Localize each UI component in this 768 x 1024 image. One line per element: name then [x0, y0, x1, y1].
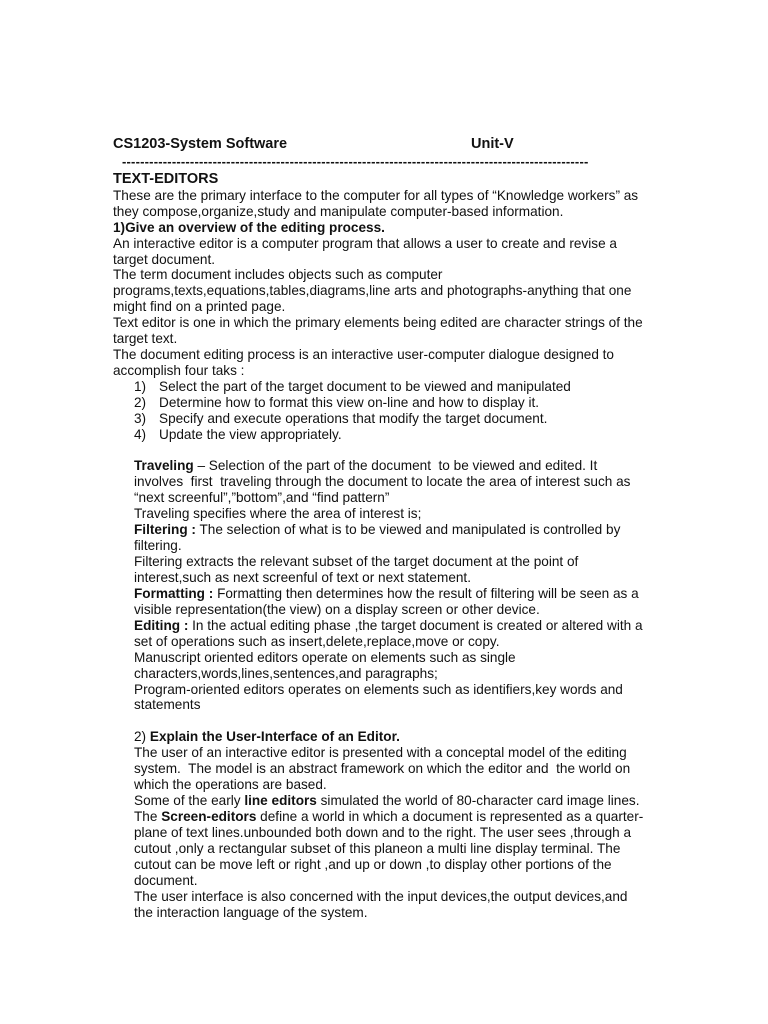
q2-para1-line3: which the operations are based.	[134, 777, 327, 792]
q2-para2-line1	[134, 793, 639, 809]
q1-para2-line1: The term document includes objects such as computer	[113, 267, 443, 282]
list-item-text: Specify and execute operations that modify the target document.	[159, 411, 548, 426]
q1-para2-line2: programs,texts,equations,tables,diagrams,line arts and photographs-anything that one	[113, 283, 632, 298]
question-2-text: Explain the User-Interface of an Editor.	[149, 729, 400, 744]
editing-line1	[134, 618, 643, 634]
screen-editors-term: Screen-editors	[161, 809, 257, 824]
traveling-text: – Selection of the part of the document to be viewed and edited. It	[193, 458, 598, 473]
q2-para1-line2: system. The model is an abstract framework on which the editor and the world on	[134, 761, 631, 776]
editing-line5: Program-oriented editors operates on elements such as identifiers,key words and	[134, 682, 623, 697]
list-item	[134, 379, 571, 395]
editing-term: Editing :	[134, 618, 189, 633]
question-2-number: 2)	[134, 729, 150, 744]
traveling-line4: Traveling specifies where the area of interest is;	[134, 506, 422, 521]
header-rule: -------------------------------------------------------------------------------------------------------	[122, 154, 589, 169]
traveling-line2: involves first traveling through the document to locate the area of interest such as	[134, 474, 631, 489]
q2-para3-line5: document.	[134, 873, 198, 888]
unit-label: Unit-V	[471, 136, 514, 152]
q1-para3-line2: target text.	[113, 331, 178, 346]
formatting-term: Formatting :	[134, 586, 214, 601]
q1-para4-line1: The document editing process is an interactive user-computer dialogue designed to	[113, 347, 614, 362]
filtering-term: Filtering :	[134, 522, 196, 537]
list-item-number: 2)	[134, 395, 147, 410]
q2-para3-pre: The	[134, 809, 162, 824]
q1-para4-line2: accomplish four taks :	[113, 363, 245, 378]
editing-line2: set of operations such as insert,delete,replace,move or copy.	[134, 634, 500, 649]
filtering-line4: interest,such as next screenful of text or next statement.	[134, 570, 471, 585]
traveling-line1	[134, 458, 597, 474]
q2-para2-pre: Some of the early	[134, 793, 245, 808]
q2-para4-line1: The user interface is also concerned with the input devices,the output devices,and	[134, 889, 628, 904]
q2-para3-post: define a world in which a document is represented as a quarter-	[256, 809, 644, 824]
editing-line3: Manuscript oriented editors operate on elements such as single	[134, 650, 516, 665]
traveling-term: Traveling	[134, 458, 194, 473]
list-item	[134, 395, 539, 411]
filtering-line1	[134, 522, 620, 538]
question-2-title	[134, 729, 400, 745]
course-title: CS1203-System Software	[113, 136, 288, 152]
intro-line-1: These are the primary interface to the computer for all types of “Knowledge workers” as	[113, 188, 639, 203]
list-item-number: 4)	[134, 427, 147, 442]
q2-para3-line4: cutout can be move left or right ,and up or down ,to display other portions of the	[134, 857, 612, 872]
formatting-text: Formatting then determines how the result of filtering will be seen as a	[213, 586, 639, 601]
filtering-text: The selection of what is to be viewed and manipulated is controlled by	[195, 522, 621, 537]
q2-para3-line3: cutout ,only a rectangular subset of this planeon a multi line display terminal. The	[134, 841, 621, 856]
formatting-line1	[134, 586, 639, 602]
q2-para1-line1: The user of an interactive editor is presented with a conceptal model of the editing	[134, 745, 627, 760]
filtering-line2: filtering.	[134, 538, 182, 553]
intro-line-2: they compose,organize,study and manipulate computer-based information.	[113, 204, 564, 219]
q1-para1-line1: An interactive editor is a computer program that allows a user to create and revise a	[113, 236, 617, 251]
q1-para2-line3: might find on a printed page.	[113, 299, 286, 314]
q1-para1-line2: target document.	[113, 252, 216, 267]
q2-para4-line2: the interaction language of the system.	[134, 905, 368, 920]
editing-text: In the actual editing phase ,the target document is created or altered with a	[188, 618, 643, 633]
list-item	[134, 411, 547, 427]
q2-para3-line1	[134, 809, 643, 825]
q2-para3-line2: plane of text lines.unbounded both down and to the right. The user sees ,through a	[134, 825, 632, 840]
editing-line6: statements	[134, 697, 201, 712]
question-1-title: 1)Give an overview of the editing process.	[113, 220, 385, 235]
section-heading: TEXT-EDITORS	[113, 171, 219, 187]
traveling-line3: “next screenful”,”bottom”,and “find pattern”	[134, 490, 390, 505]
list-item	[134, 427, 342, 443]
list-item-text: Select the part of the target document to be viewed and manipulated	[159, 379, 571, 394]
formatting-line2: visible representation(the view) on a display screen or other device.	[134, 602, 540, 617]
list-item-number: 1)	[134, 379, 147, 394]
line-editors-term: line editors	[244, 793, 317, 808]
list-item-text: Update the view appropriately.	[159, 427, 342, 442]
q2-para2-post: simulated the world of 80-character card image lines.	[316, 793, 640, 808]
q1-para3-line1: Text editor is one in which the primary elements being edited are character strings of the	[113, 315, 643, 330]
list-item-text: Determine how to format this view on-line and how to display it.	[159, 395, 540, 410]
list-item-number: 3)	[134, 411, 147, 426]
editing-line4: characters,words,lines,sentences,and paragraphs;	[134, 666, 438, 681]
filtering-line3: Filtering extracts the relevant subset of the target document at the point of	[134, 554, 579, 569]
